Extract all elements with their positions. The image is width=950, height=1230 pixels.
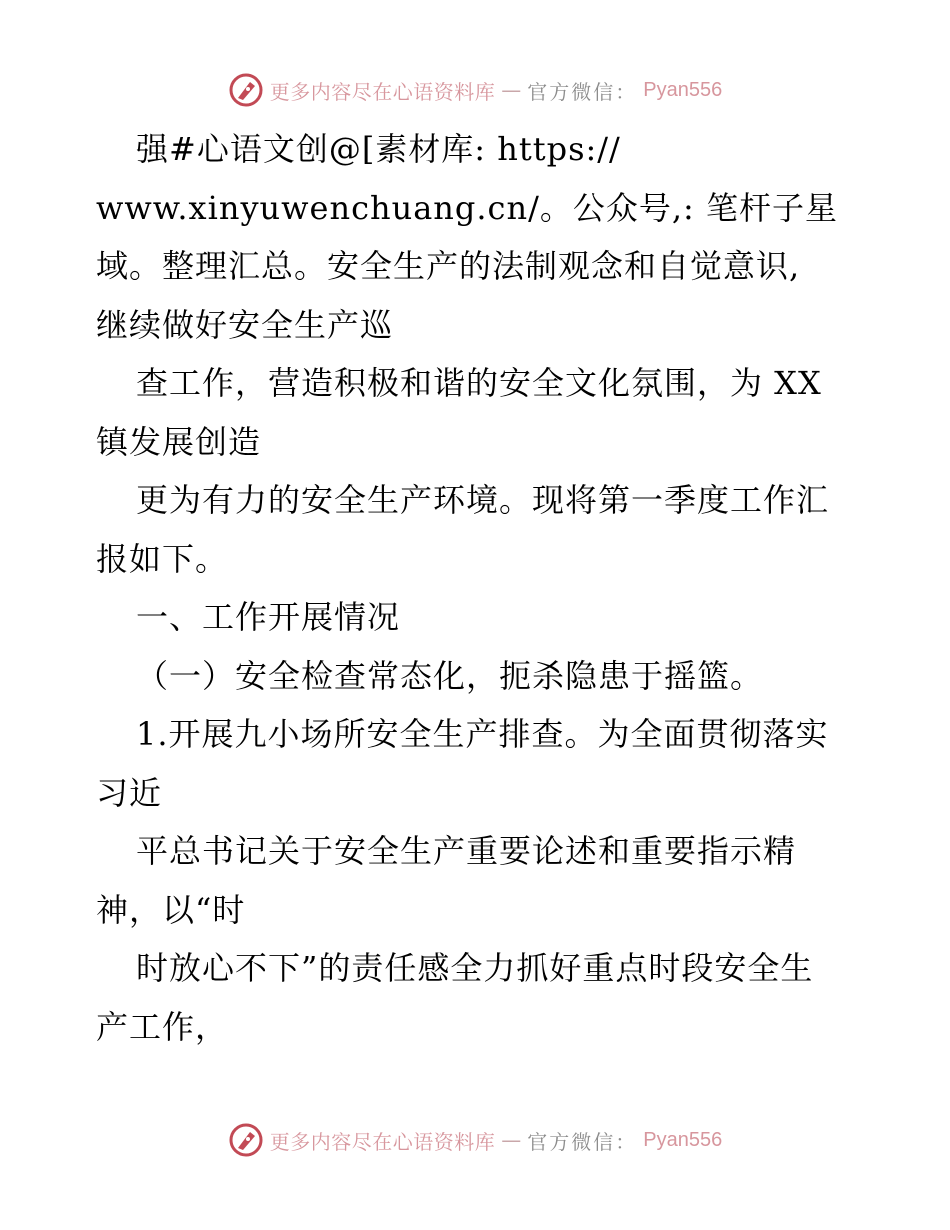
subsection-heading: （一）安全检查常态化，扼杀隐患于摇篮。	[136, 656, 764, 695]
body-line: 更为有力的安全生产环境。现将第一季度工作汇	[136, 481, 830, 519]
body-line: 强#心语文创@[素材库: https://	[136, 130, 621, 168]
watermark-main-text: 更多内容尽在心语资料库	[269, 1129, 496, 1154]
section-heading: 一、工作开展情况	[136, 598, 401, 636]
watermark-account-id: Pyan556	[643, 1128, 723, 1151]
pen-nib-circle-icon	[228, 1122, 264, 1158]
body-line: 镇发展创造	[96, 422, 262, 461]
watermark-separator: —	[501, 78, 522, 102]
body-line: 报如下。	[96, 539, 229, 578]
watermark-separator: —	[501, 1128, 522, 1152]
watermark-official-label: 官方微信：	[527, 1129, 638, 1154]
body-line: 查工作，营造积极和谐的安全文化氛围，为 XX	[136, 364, 822, 402]
document-body	[96, 120, 856, 1056]
watermark-account-id: Pyan556	[643, 78, 723, 101]
watermark-main-text: 更多内容尽在心语资料库	[269, 79, 496, 104]
body-line: 域。整理汇总。安全生产的法制观念和自觉意识,	[96, 247, 801, 285]
pen-nib-circle-icon	[228, 72, 264, 108]
footer-watermark	[0, 1118, 950, 1162]
body-line: 习近	[96, 773, 163, 812]
body-line: 产工作，	[96, 1007, 229, 1046]
body-line: 1.开展九小场所安全生产排查。为全面贯彻落实	[136, 715, 829, 753]
body-line: www.xinyuwenchuang.cn/。公众号,: 笔杆子星	[96, 188, 838, 227]
header-watermark	[0, 68, 950, 112]
body-line: 时放心不下”的责任感全力抓好重点时段安全生	[136, 949, 814, 987]
body-line: 继续做好安全生产巡	[96, 305, 394, 344]
watermark-official-label: 官方微信：	[527, 79, 638, 104]
body-line: 神，以“时	[96, 890, 246, 929]
body-line: 平总书记关于安全生产重要论述和重要指示精	[136, 832, 797, 870]
